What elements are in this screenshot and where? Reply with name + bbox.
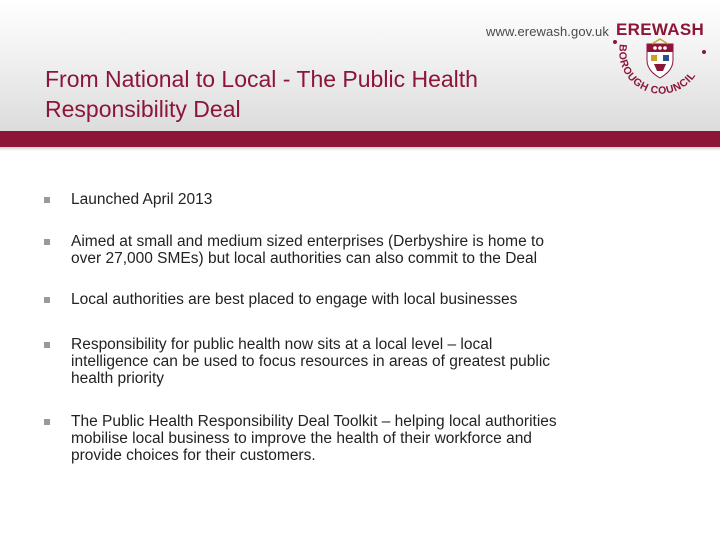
website-url: www.erewash.gov.uk — [486, 24, 609, 39]
bullet-marker — [44, 239, 50, 245]
bullet-2-line-1: Aimed at small and medium sized enterprises (Derbyshire is home to — [71, 233, 544, 250]
bullet-2-line-2: over 27,000 SMEs) but local authorities can also commit to the Deal — [71, 250, 538, 267]
bullet-4-line-2: intelligence can be used to focus resources in areas of greatest public — [71, 353, 551, 370]
bullet-4-line-1: Responsibility for public health now sits at a local level – local — [71, 336, 493, 353]
bullet-5-line-3: provide choices for their customers. — [71, 447, 316, 464]
bullet-5-line-1: The Public Health Responsibility Deal Toolkit – helping local authorities — [71, 413, 557, 430]
bullet-marker — [44, 197, 50, 203]
bullet-marker — [44, 342, 50, 348]
slide-title-line-2: Responsibility Deal — [45, 96, 241, 122]
bullet-1-line-1: Launched April 2013 — [71, 191, 213, 208]
bullet-marker — [44, 419, 50, 425]
slide-title-line-1: From National to Local - The Public Health — [45, 66, 478, 92]
bullet-marker — [44, 297, 50, 303]
svg-text:BOROUGH COUNCIL: BOROUGH COUNCIL — [616, 43, 699, 97]
bullet-3-line-1: Local authorities are best placed to engage with local businesses — [71, 291, 518, 308]
bullet-5-line-2: mobilise local business to improve the health of their workforce and — [71, 430, 532, 447]
brand-name: EREWASH — [616, 20, 705, 39]
bullet-4-line-3: health priority — [71, 370, 165, 387]
